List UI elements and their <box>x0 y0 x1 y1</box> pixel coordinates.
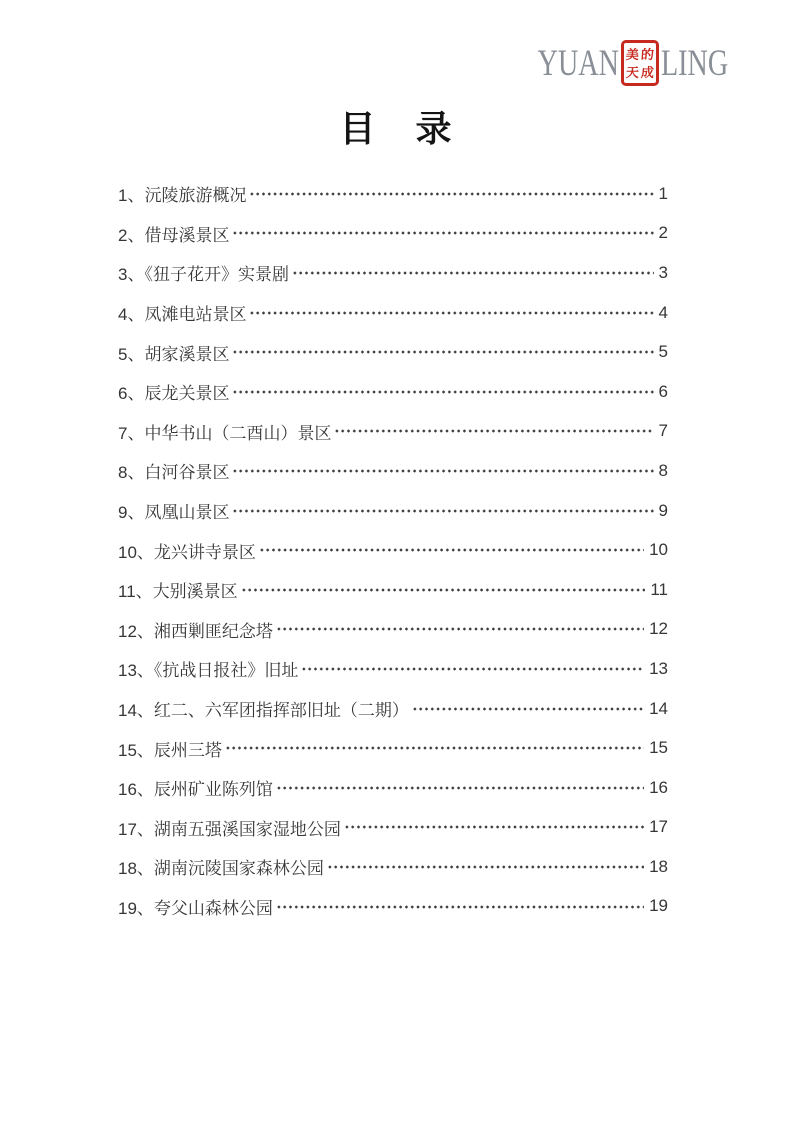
toc-entry-page: 19 <box>649 896 668 916</box>
toc-entry[interactable] <box>118 412 668 452</box>
dot-leader <box>241 570 646 610</box>
toc-entry-page: 14 <box>649 698 668 718</box>
toc-entry-label: 17、湖南五强溪国家湿地公园 <box>118 819 341 839</box>
toc-entry-label: 9、凤凰山景区 <box>118 503 230 523</box>
logo-text-yuan: YUAN <box>537 42 619 84</box>
toc-entry-label: 1、沅陵旅游概况 <box>118 186 247 206</box>
brand-logo <box>512 40 749 86</box>
toc-entry-page: 9 <box>658 500 668 520</box>
dot-leader <box>232 214 653 254</box>
toc-entry-label: 15、辰州三塔 <box>118 740 222 760</box>
dot-leader <box>232 332 653 372</box>
dot-leader <box>292 253 654 293</box>
seal-char-top-right: 的 <box>640 46 655 62</box>
toc-entry[interactable] <box>118 649 668 689</box>
dot-leader <box>259 530 644 570</box>
toc-entry[interactable] <box>118 451 668 491</box>
toc-entry-label: 13、《抗战日报社》旧址 <box>118 661 299 681</box>
dot-leader <box>232 451 653 491</box>
dot-leader <box>276 610 644 650</box>
toc-entry[interactable] <box>118 570 668 610</box>
dot-leader <box>232 491 653 531</box>
dot-leader <box>276 768 644 808</box>
dot-leader <box>249 174 653 214</box>
dot-leader <box>225 728 644 768</box>
toc-entry-page: 11 <box>650 579 668 599</box>
toc-entry-label: 14、红二、六军团指挥部旧址（二期） <box>118 701 409 721</box>
toc-entry-label: 10、龙兴讲寺景区 <box>118 542 256 562</box>
toc-entry[interactable] <box>118 610 668 650</box>
toc-entry-page: 1 <box>658 183 668 203</box>
toc-entry-page: 3 <box>658 262 668 282</box>
toc-entry-label: 18、湖南沅陵国家森林公园 <box>118 859 324 879</box>
dot-leader <box>249 293 653 333</box>
toc-entry[interactable] <box>118 372 668 412</box>
toc-entry-label: 16、辰州矿业陈列馆 <box>118 780 273 800</box>
toc-entry-page: 7 <box>658 421 668 441</box>
toc-entry-page: 8 <box>658 460 668 480</box>
toc-entry-page: 5 <box>658 342 668 362</box>
toc-entry-label: 8、白河谷景区 <box>118 463 230 483</box>
toc-entry-label: 5、胡家溪景区 <box>118 344 230 364</box>
dot-leader <box>334 412 653 452</box>
toc-entry-label: 12、湘西剿匪纪念塔 <box>118 621 273 641</box>
toc-entry-label: 11、大别溪景区 <box>118 582 238 602</box>
dot-leader <box>327 847 644 887</box>
dot-leader <box>412 689 644 729</box>
toc-entry-label: 4、凤滩电站景区 <box>118 305 247 325</box>
toc-entry-page: 12 <box>649 619 668 639</box>
toc-entry[interactable] <box>118 253 668 293</box>
logo-text-ling: LING <box>660 42 728 84</box>
toc-entry[interactable] <box>118 214 668 254</box>
toc-entry-page: 6 <box>658 381 668 401</box>
toc-entry-label: 6、辰龙关景区 <box>118 384 230 404</box>
seal-char-top-left: 美 <box>625 46 640 62</box>
toc-entry[interactable] <box>118 293 668 333</box>
toc-entry-page: 13 <box>649 658 668 678</box>
toc-entry-label: 2、借母溪景区 <box>118 225 230 245</box>
toc-entry-page: 17 <box>649 817 668 837</box>
toc-entry-label: 3、《狃子花开》实景剧 <box>118 265 289 285</box>
toc-entry-label: 7、中华书山（二酉山）景区 <box>118 423 332 443</box>
dot-leader <box>344 808 644 848</box>
toc-entry-page: 16 <box>649 777 668 797</box>
seal-char-bottom-left: 天 <box>625 64 640 80</box>
toc-entry[interactable] <box>118 728 668 768</box>
toc-entry[interactable] <box>118 768 668 808</box>
toc-entry[interactable] <box>118 887 668 927</box>
toc-entry-page: 4 <box>658 302 668 322</box>
toc-entry[interactable] <box>118 808 668 848</box>
dot-leader <box>301 649 644 689</box>
toc-entry[interactable] <box>118 530 668 570</box>
toc-entry-page: 10 <box>649 540 668 560</box>
toc-entry[interactable] <box>118 689 668 729</box>
page-title: 目 录 <box>339 109 454 149</box>
dot-leader <box>276 887 644 927</box>
toc-entry-page: 18 <box>649 856 668 876</box>
toc-entry[interactable] <box>118 174 668 214</box>
seal-char-bottom-right: 成 <box>640 64 655 80</box>
toc-entry[interactable] <box>118 847 668 887</box>
brand-seal-icon <box>621 40 659 86</box>
dot-leader <box>232 372 653 412</box>
toc-entry-page: 15 <box>649 738 668 758</box>
toc-entry-page: 2 <box>658 223 668 243</box>
toc-entry[interactable] <box>118 491 668 531</box>
toc-entry[interactable] <box>118 332 668 372</box>
toc-list <box>118 174 668 926</box>
toc-entry-label: 19、夸父山森林公园 <box>118 898 273 918</box>
